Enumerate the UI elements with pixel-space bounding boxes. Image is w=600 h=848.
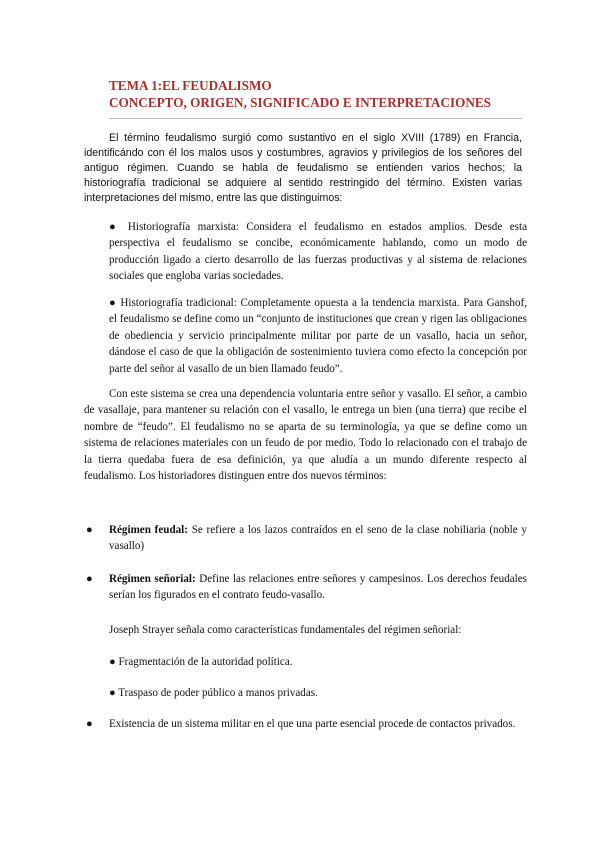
bullet-glyph: ●	[86, 718, 93, 730]
term-definition: Se refiere a los lazos contraídos en el seno de la clase nobiliaria (noble y vasallo)	[109, 524, 527, 553]
strayer-item-transfer	[109, 685, 527, 701]
strayer-intro: Joseph Strayer señala como características fundamentales del régimen señorial:	[109, 624, 462, 636]
body-paragraph	[84, 386, 527, 484]
bullet-glyph: ●	[86, 524, 93, 536]
intro-paragraph	[84, 131, 522, 206]
term-label: Régimen señorial:	[109, 573, 196, 585]
title-divider	[109, 118, 522, 119]
title-line-1: TEMA 1:EL FEUDALISMO	[109, 78, 272, 93]
intro-text: El término feudalismo surgió como sustantivo en el siglo XVIII (1789) en Francia, identificándo con él los malos usos y costumbres, agravios y privilegios de los señores del antiguo régimen. Cuando se habla de feudalismo se entienden varios hechos; la historiografía tradicional se adquiere al sentido restringido del término. Existen varias interpretaciones del mismo, entre las que distinguimos:	[84, 132, 522, 204]
bullet-glyph: ●	[86, 573, 93, 585]
bullet-glyph: ●	[109, 297, 117, 309]
interpretation-marxist	[109, 219, 527, 285]
military-system-text: Existencia de un sistema militar en el que una parte esencial procede de contactos privados.	[109, 718, 516, 730]
bullet-glyph: ●	[109, 656, 116, 668]
title-line-2: CONCEPTO, ORIGEN, SIGNIFICADO E INTERPRETACIONES	[109, 95, 492, 110]
bullet-glyph: ●	[109, 221, 121, 233]
term-content	[109, 571, 527, 604]
strayer-item-fragmentation	[109, 654, 527, 670]
bullet-glyph: ●	[109, 687, 116, 699]
term-content	[109, 522, 527, 555]
interpretation-traditional	[109, 295, 527, 377]
term-label: Régimen feudal:	[109, 524, 188, 536]
interpretation-text: Historiografía marxista: Considera el feudalismo en estados amplios. Desde esta perspectiva el feudalismo se concibe, económicamente hablando, como un modo de producción ligado a cierto desarrollo de las fuerzas productivas y al sistema de relaciones sociales que engloba varias sociedades.	[109, 221, 527, 283]
strayer-item-text: Fragmentación de la autoridad política.	[118, 656, 293, 668]
interpretation-text: Historiografía tradicional: Completamente opuesta a la tendencia marxista. Para Ganshof, el feudalismo se define como un “conjunto de instituciones que crean y rigen las obligaciones de obediencia y servicio principalmente militar por parte de un vasallo, hacia un señor, dándose el caso de que la obligación de sostenimiento tuviera como efecto la concepción por parte del señor al vasallo de un bien llamado feudo”.	[109, 297, 527, 375]
strayer-item-text: Traspaso de poder público a manos privadas.	[118, 687, 318, 699]
body-text: Con este sistema se crea una dependencia voluntaria entre señor y vasallo. El señor, a cambio de vasallaje, para mantener su relación con el vasallo, le entrega un bien (una tierra) que recibe el nombre de “feudo”. El feudalismo no se aparta de su terminología, ya que se define como un sistema de relaciones materiales con un feudo de por medio. Todo lo relacionado con el trabajo de la tierra quedaba fuera de esa definición, ya que aludía a un mundo diferente respecto al feudalismo. Los historiadores distinguen entre dos nuevos términos:	[84, 388, 527, 483]
term-definition: Define las relaciones entre señores y campesinos. Los derechos feudales serían los figurados en el contrato feudo-vasallo.	[109, 573, 527, 602]
